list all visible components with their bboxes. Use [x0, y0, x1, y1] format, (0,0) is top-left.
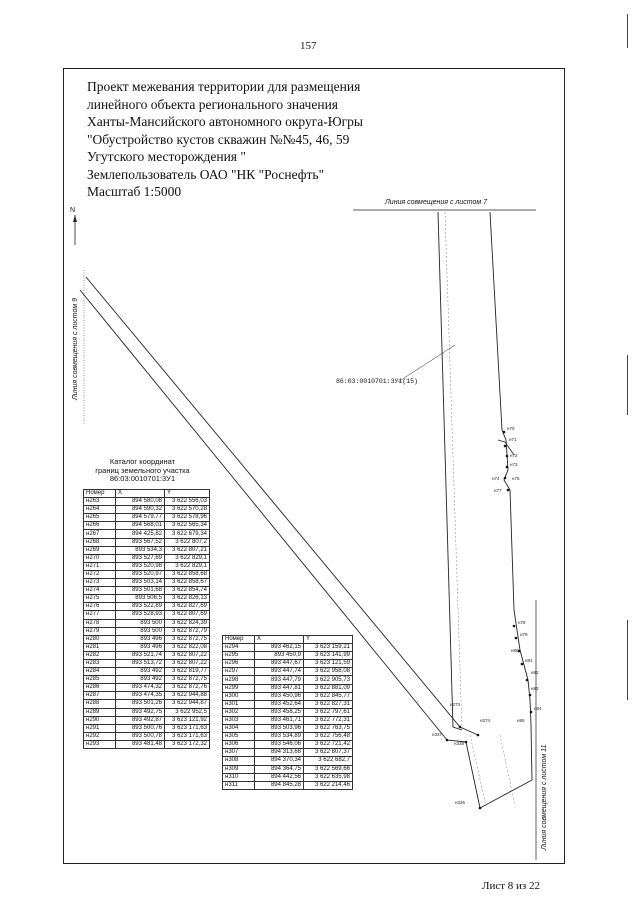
- x-coordinate-cell: 893 462,15: [255, 644, 304, 652]
- y-coordinate-cell: 3 622 682,7: [304, 757, 353, 765]
- table-row: [84, 732, 210, 740]
- point-number-cell: н296: [223, 660, 255, 668]
- table-row: [84, 570, 210, 578]
- y-coordinate-cell: 3 622 772,31: [304, 716, 353, 724]
- table-row: [223, 733, 353, 741]
- point-number-cell: н279: [84, 627, 116, 635]
- table-row: [84, 611, 210, 619]
- y-coordinate-cell: 3 622 797,61: [304, 708, 353, 716]
- table-row: [84, 708, 210, 716]
- x-coordinate-cell: 893 522,89: [116, 603, 165, 611]
- y-coordinate-cell: 3 622 829,1: [165, 554, 210, 562]
- north-label: N: [70, 207, 76, 214]
- x-coordinate-cell: 893 520,97: [116, 570, 165, 578]
- point-number-cell: н311: [223, 781, 255, 789]
- point-number-cell: н293: [84, 740, 116, 748]
- x-coordinate-cell: 893 513,72: [116, 659, 165, 667]
- sheet7-junction-label: Линия совмещения с листом 7: [385, 199, 488, 206]
- x-coordinate-cell: 893 492: [116, 676, 165, 684]
- table-row: [84, 530, 210, 538]
- table-row: [84, 724, 210, 732]
- table-row: [84, 684, 210, 692]
- point-label: н336: [455, 800, 465, 805]
- x-coordinate-cell: 894 590,32: [116, 506, 165, 514]
- point-number-cell: н289: [84, 708, 116, 716]
- y-coordinate-cell: 3 623 172,32: [165, 740, 210, 748]
- point-label: н337: [432, 732, 442, 737]
- column-header: Y: [304, 636, 353, 644]
- y-coordinate-cell: 3 622 872,79: [165, 627, 210, 635]
- y-coordinate-cell: 3 622 822,08: [165, 643, 210, 651]
- point-number-cell: н299: [223, 684, 255, 692]
- y-coordinate-cell: 3 622 944,88: [165, 692, 210, 700]
- table-row: [223, 716, 353, 724]
- survey-point: [477, 734, 480, 737]
- y-coordinate-cell: 3 623 171,63: [165, 732, 210, 740]
- y-coordinate-cell: 3 622 679,34: [165, 530, 210, 538]
- point-label: н78: [518, 620, 526, 625]
- point-number-cell: н287: [84, 692, 116, 700]
- table-row: [223, 668, 353, 676]
- y-coordinate-cell: 3 622 807,22: [165, 659, 210, 667]
- column-header: Номер: [223, 636, 255, 644]
- y-coordinate-cell: 3 622 214,46: [304, 781, 353, 789]
- x-coordinate-cell: 893 447,67: [255, 660, 304, 668]
- table-row: [84, 659, 210, 667]
- point-label: н74: [492, 476, 500, 481]
- table-row: [84, 498, 210, 506]
- table-row: [84, 603, 210, 611]
- y-coordinate-cell: 3 622 858,67: [165, 579, 210, 587]
- column-header: X: [255, 636, 304, 644]
- y-coordinate-cell: 3 622 569,66: [304, 765, 353, 773]
- point-label: н82: [531, 670, 539, 675]
- x-coordinate-cell: 893 496: [116, 635, 165, 643]
- scan-edge-mark: [627, 14, 628, 48]
- title-line: Ханты-Мансийского автономного округа-Югры: [87, 114, 363, 129]
- table-row: [84, 619, 210, 627]
- coordinate-table-right: [222, 635, 353, 790]
- table-row: [84, 579, 210, 587]
- survey-point: [506, 455, 509, 458]
- point-label: н70: [507, 426, 515, 431]
- point-number-cell: н285: [84, 676, 116, 684]
- point-label: н75: [512, 476, 520, 481]
- x-coordinate-cell: 893 458,25: [255, 708, 304, 716]
- table-row: [84, 554, 210, 562]
- x-coordinate-cell: 893 450,96: [255, 692, 304, 700]
- point-number-cell: н286: [84, 684, 116, 692]
- x-coordinate-cell: 893 503,96: [255, 725, 304, 733]
- title-line: Угутского месторождения ": [87, 149, 246, 164]
- x-coordinate-cell: 893 521,74: [116, 651, 165, 659]
- point-number-cell: н268: [84, 538, 116, 546]
- y-coordinate-cell: 3 622 578,96: [165, 514, 210, 522]
- catalog-title: [80, 458, 205, 484]
- y-coordinate-cell: 3 623 121,59: [304, 660, 353, 668]
- x-coordinate-cell: 893 447,74: [255, 668, 304, 676]
- y-coordinate-cell: 3 622 807,69: [165, 611, 210, 619]
- x-coordinate-cell: 893 447,79: [255, 676, 304, 684]
- point-number-cell: н284: [84, 668, 116, 676]
- x-coordinate-cell: 893 496: [116, 643, 165, 651]
- y-coordinate-cell: 3 622 872,76: [165, 684, 210, 692]
- x-coordinate-cell: 894 370,34: [255, 757, 304, 765]
- x-coordinate-cell: 893 474,35: [116, 692, 165, 700]
- sheet9-junction-label: Линия совмещения с листом 9: [72, 297, 79, 400]
- y-coordinate-cell: 3 623 159,21: [304, 644, 353, 652]
- point-label: н338: [454, 741, 464, 746]
- x-coordinate-cell: 893 500: [116, 619, 165, 627]
- y-coordinate-cell: 3 622 827,69: [165, 603, 210, 611]
- x-coordinate-cell: 894 845,28: [255, 781, 304, 789]
- survey-point: [506, 466, 509, 469]
- survey-point: [465, 741, 468, 744]
- table-row: [223, 741, 353, 749]
- survey-point: [526, 679, 529, 682]
- table-row: [84, 668, 210, 676]
- survey-point: [530, 711, 533, 714]
- x-coordinate-cell: 893 534,3: [116, 546, 165, 554]
- point-number-cell: н307: [223, 749, 255, 757]
- point-label: н72: [510, 453, 518, 458]
- y-coordinate-cell: 3 622 756,48: [304, 733, 353, 741]
- table-row: [84, 643, 210, 651]
- table-row: [84, 676, 210, 684]
- table-row: [223, 757, 353, 765]
- point-number-cell: н300: [223, 692, 255, 700]
- table-row: [84, 651, 210, 659]
- x-coordinate-cell: 893 506,5: [116, 595, 165, 603]
- point-label: н85: [517, 718, 525, 723]
- point-number-cell: н297: [223, 668, 255, 676]
- y-coordinate-cell: 3 622 854,74: [165, 587, 210, 595]
- table-row: [84, 562, 210, 570]
- x-coordinate-cell: 893 528,93: [116, 611, 165, 619]
- scan-edge-mark: [627, 620, 628, 700]
- point-number-cell: н280: [84, 635, 116, 643]
- survey-point: [446, 739, 449, 742]
- table-row: [223, 765, 353, 773]
- point-label: н273: [450, 702, 460, 707]
- x-coordinate-cell: 893 501,26: [116, 700, 165, 708]
- table-row: [84, 627, 210, 635]
- title-line: Проект межевания территории для размещения: [87, 79, 361, 94]
- point-label: н84: [534, 706, 542, 711]
- x-coordinate-cell: 893 481,48: [116, 740, 165, 748]
- point-number-cell: н295: [223, 652, 255, 660]
- point-number-cell: н278: [84, 619, 116, 627]
- y-coordinate-cell: 3 622 952,5: [165, 708, 210, 716]
- point-number-cell: н264: [84, 506, 116, 514]
- coordinate-table-left: [83, 489, 210, 749]
- point-number-cell: н306: [223, 741, 255, 749]
- title-line: "Обустройство кустов скважин №№45, 46, 59: [87, 131, 350, 147]
- x-coordinate-cell: 893 492,87: [116, 716, 165, 724]
- point-number-cell: н282: [84, 651, 116, 659]
- point-number-cell: н270: [84, 554, 116, 562]
- point-number-cell: н274: [84, 587, 116, 595]
- x-coordinate-cell: 893 501,68: [116, 587, 165, 595]
- x-coordinate-cell: 893 567,52: [116, 538, 165, 546]
- x-coordinate-cell: 893 500,78: [116, 732, 165, 740]
- scan-edge-mark: [627, 355, 628, 415]
- point-number-cell: н281: [84, 643, 116, 651]
- point-number-cell: н305: [223, 733, 255, 741]
- point-number-cell: н304: [223, 725, 255, 733]
- y-coordinate-cell: 3 622 905,73: [304, 676, 353, 684]
- point-label: н73: [510, 462, 518, 467]
- table-row: [223, 660, 353, 668]
- x-coordinate-cell: 893 500,76: [116, 724, 165, 732]
- catalog-title-line: Каталог координат: [109, 457, 176, 466]
- x-coordinate-cell: 893 492: [116, 668, 165, 676]
- table-row: [84, 716, 210, 724]
- y-coordinate-cell: 3 622 807,37: [304, 749, 353, 757]
- point-number-cell: н303: [223, 716, 255, 724]
- survey-point: [513, 625, 516, 628]
- title-line: линейного объекта регионального значения: [87, 96, 339, 112]
- x-coordinate-cell: 894 313,68: [255, 749, 304, 757]
- y-coordinate-cell: 3 622 819,77: [165, 668, 210, 676]
- road-centerline: [500, 735, 515, 806]
- point-number-cell: н272: [84, 570, 116, 578]
- x-coordinate-cell: 893 527,69: [116, 554, 165, 562]
- point-label: н71: [509, 437, 517, 442]
- point-label: н80: [511, 648, 519, 653]
- point-number-cell: н301: [223, 700, 255, 708]
- survey-point: [459, 726, 462, 729]
- x-coordinate-cell: 893 450,9: [255, 652, 304, 660]
- x-coordinate-cell: 894 579,77: [116, 514, 165, 522]
- x-coordinate-cell: 893 461,71: [255, 716, 304, 724]
- page-number: 157: [300, 40, 317, 52]
- parcel-leader: [398, 345, 455, 382]
- y-coordinate-cell: 3 622 858,68: [165, 570, 210, 578]
- table-row: [223, 684, 353, 692]
- table-row: [223, 692, 353, 700]
- survey-point: [504, 445, 507, 448]
- y-coordinate-cell: 3 622 829,1: [165, 562, 210, 570]
- table-row: [223, 652, 353, 660]
- y-coordinate-cell: 3 622 635,98: [304, 773, 353, 781]
- table-row: [223, 725, 353, 733]
- table-row: [223, 644, 353, 652]
- parcel-number-label: 86:03:0010701:3У1(15): [336, 378, 418, 385]
- table-row: [84, 522, 210, 530]
- road-left-edge: [438, 212, 462, 730]
- x-coordinate-cell: 894 568,01: [116, 522, 165, 530]
- x-coordinate-cell: 893 546,06: [255, 741, 304, 749]
- x-coordinate-cell: 893 474,32: [116, 684, 165, 692]
- point-number-cell: н298: [223, 676, 255, 684]
- point-number-cell: н273: [84, 579, 116, 587]
- survey-point: [504, 477, 507, 480]
- survey-point: [507, 489, 510, 492]
- table-row: [223, 773, 353, 781]
- catalog-title-line: 86:03:0010701:3У1: [109, 474, 176, 484]
- column-header: Номер: [84, 490, 116, 498]
- x-coordinate-cell: 893 520,98: [116, 562, 165, 570]
- table-row: [84, 700, 210, 708]
- y-coordinate-cell: 3 622 845,77: [304, 692, 353, 700]
- column-header: X: [116, 490, 165, 498]
- x-coordinate-cell: 893 492,75: [116, 708, 165, 716]
- point-number-cell: н290: [84, 716, 116, 724]
- point-number-cell: н294: [223, 644, 255, 652]
- survey-point: [479, 807, 482, 810]
- y-coordinate-cell: 3 623 171,63: [165, 724, 210, 732]
- survey-point: [529, 694, 532, 697]
- survey-point: [515, 637, 518, 640]
- point-number-cell: н276: [84, 603, 116, 611]
- table-row: [84, 595, 210, 603]
- y-coordinate-cell: 3 622 872,75: [165, 676, 210, 684]
- y-coordinate-cell: 3 622 827,31: [304, 700, 353, 708]
- y-coordinate-cell: 3 622 807,22: [165, 651, 210, 659]
- table-row: [223, 676, 353, 684]
- point-number-cell: н291: [84, 724, 116, 732]
- table-row: [84, 587, 210, 595]
- point-number-cell: н292: [84, 732, 116, 740]
- scale-label: Масштаб 1:5000: [87, 184, 182, 199]
- table-row: [84, 506, 210, 514]
- point-number-cell: н283: [84, 659, 116, 667]
- point-label: н77: [494, 488, 502, 493]
- y-coordinate-cell: 3 622 872,75: [165, 635, 210, 643]
- table-row: [223, 700, 353, 708]
- point-label: н83: [531, 686, 539, 691]
- x-coordinate-cell: 894 364,75: [255, 765, 304, 773]
- point-number-cell: н269: [84, 546, 116, 554]
- point-number-cell: н271: [84, 562, 116, 570]
- y-coordinate-cell: 3 623 141,99: [304, 652, 353, 660]
- point-label: н81: [525, 658, 533, 663]
- point-number-cell: н302: [223, 708, 255, 716]
- x-coordinate-cell: 893 534,89: [255, 733, 304, 741]
- point-number-cell: н308: [223, 757, 255, 765]
- table-row: [223, 749, 353, 757]
- point-label: н79: [520, 632, 528, 637]
- y-coordinate-cell: 3 622 807,2: [165, 538, 210, 546]
- point-labels: [432, 426, 542, 805]
- point-number-cell: н267: [84, 530, 116, 538]
- y-coordinate-cell: 3 622 570,28: [165, 506, 210, 514]
- catalog-title-line: границ земельного участка: [95, 465, 190, 475]
- point-label: н274: [480, 718, 490, 723]
- y-coordinate-cell: 3 622 881,09: [304, 684, 353, 692]
- point-number-cell: н266: [84, 522, 116, 530]
- table-row: [84, 514, 210, 522]
- sheet11-junction-label: Линия совмещения с листом 11: [541, 744, 548, 850]
- table-row: [84, 692, 210, 700]
- y-coordinate-cell: 3 622 824,39: [165, 619, 210, 627]
- point-number-cell: н265: [84, 514, 116, 522]
- point-number-cell: н277: [84, 611, 116, 619]
- y-coordinate-cell: 3 622 556,03: [165, 498, 210, 506]
- sheet-footer: Лист 8 из 22: [482, 880, 541, 892]
- x-coordinate-cell: 893 500: [116, 627, 165, 635]
- x-coordinate-cell: 894 425,82: [116, 530, 165, 538]
- table-row: [84, 546, 210, 554]
- y-coordinate-cell: 3 622 763,75: [304, 725, 353, 733]
- table-row: [84, 635, 210, 643]
- y-coordinate-cell: 3 622 958,08: [304, 668, 353, 676]
- survey-point: [503, 431, 506, 434]
- y-coordinate-cell: 3 622 565,34: [165, 522, 210, 530]
- y-coordinate-cell: 3 622 826,13: [165, 595, 210, 603]
- road-centerline: [445, 212, 462, 730]
- point-number-cell: н288: [84, 700, 116, 708]
- point-number-cell: н275: [84, 595, 116, 603]
- point-number-cell: н263: [84, 498, 116, 506]
- y-coordinate-cell: 3 622 721,42: [304, 741, 353, 749]
- x-coordinate-cell: 894 442,56: [255, 773, 304, 781]
- point-number-cell: н309: [223, 765, 255, 773]
- point-number-cell: н310: [223, 773, 255, 781]
- table-row: [223, 781, 353, 789]
- x-coordinate-cell: 894 580,08: [116, 498, 165, 506]
- y-coordinate-cell: 3 622 944,87: [165, 700, 210, 708]
- table-row: [84, 740, 210, 748]
- title-line: Землепользователь ОАО "НК "Роснефть": [87, 166, 325, 182]
- y-coordinate-cell: 3 623 121,92: [165, 716, 210, 724]
- y-coordinate-cell: 3 622 807,21: [165, 546, 210, 554]
- x-coordinate-cell: 893 503,14: [116, 579, 165, 587]
- x-coordinate-cell: 893 447,81: [255, 684, 304, 692]
- table-row: [223, 708, 353, 716]
- column-header: Y: [165, 490, 210, 498]
- survey-point: [521, 663, 524, 666]
- x-coordinate-cell: 893 452,64: [255, 700, 304, 708]
- north-arrow-head: [73, 215, 77, 222]
- table-row: [84, 538, 210, 546]
